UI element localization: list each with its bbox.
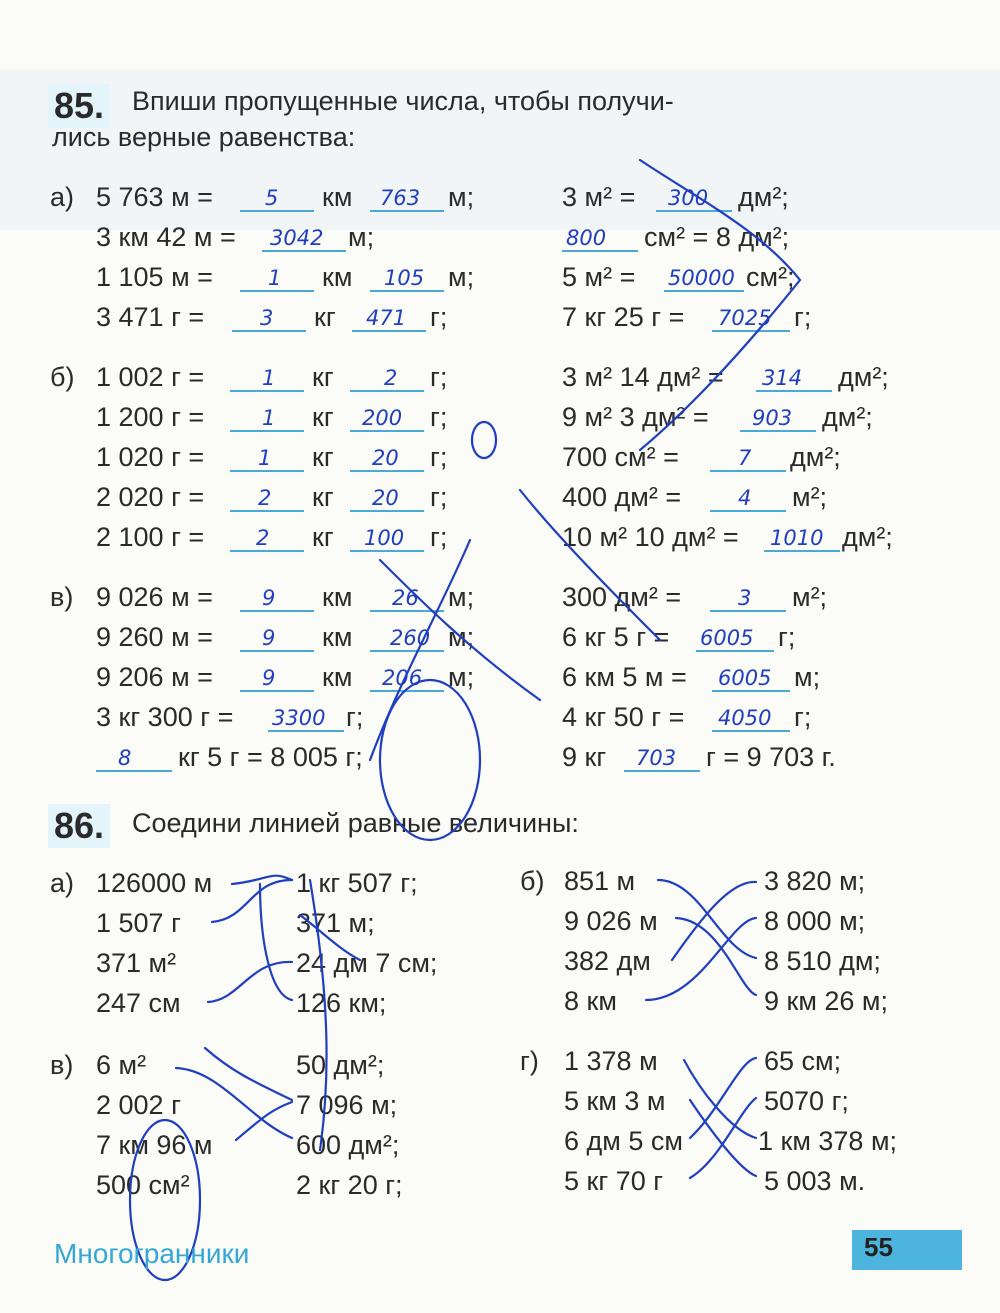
b-right-1: 8 000 м;	[764, 906, 866, 936]
a-left-3: 247 см	[96, 988, 181, 1018]
answer: 7	[738, 446, 752, 470]
answer: 20	[372, 446, 399, 470]
b-left-1: 9 026 м	[564, 906, 658, 936]
answer: 20	[372, 486, 399, 510]
v-right-0: 50 дм²;	[296, 1050, 385, 1080]
answer: 9	[262, 626, 276, 650]
exercise-85-text-2: лись верные равенства:	[52, 122, 356, 152]
exercise-86-text: Соедини линией равные величины:	[132, 808, 579, 838]
answer: 763	[380, 186, 421, 210]
match-line	[658, 880, 756, 958]
eq-right-9: 300 дм² =	[562, 582, 682, 612]
part-a-label: а)	[50, 182, 75, 212]
b-left-0: 851 м	[564, 866, 636, 896]
unit: дм²;	[738, 182, 789, 212]
a-right-1: 371 м;	[296, 908, 375, 938]
answer: 200	[362, 406, 403, 430]
exercise-85-number: 85.	[48, 84, 110, 128]
a-right-0: 1 кг 507 г;	[296, 868, 418, 898]
a-left-1: 1 507 г	[96, 908, 181, 938]
match-line	[646, 918, 756, 1000]
v-right-3: 2 кг 20 г;	[296, 1170, 403, 1200]
unit: г;	[430, 442, 448, 472]
answer: 6005	[700, 626, 754, 650]
eq-right-13: 9 кг	[562, 742, 607, 772]
a-left-2: 371 м²	[96, 948, 177, 978]
match-line	[176, 1068, 292, 1138]
unit: м;	[448, 622, 475, 652]
unit: км	[322, 582, 353, 612]
g-right-3: 5 003 м.	[764, 1166, 866, 1196]
g-left-3: 5 кг 70 г	[564, 1166, 664, 1196]
match-line	[260, 884, 292, 1000]
eq-right-2: 5 м² =	[562, 262, 636, 292]
unit: г;	[794, 702, 812, 732]
unit: дм²;	[790, 442, 841, 472]
eq-left-1: 3 км 42 м =	[96, 222, 236, 252]
exercise-85-text-1: Впиши пропущенные числа, чтобы получи-	[132, 86, 674, 116]
answer: 206	[382, 666, 423, 690]
unit: г;	[794, 302, 812, 332]
g-left-1: 5 км 3 м	[564, 1086, 666, 1116]
answer: 50000	[668, 266, 735, 290]
b-left-3: 8 км	[564, 986, 617, 1016]
a-right-2: 24 дм 7 см;	[296, 948, 438, 978]
unit: кг	[312, 482, 334, 512]
answer: 260	[390, 626, 431, 650]
answer: 3300	[272, 706, 326, 730]
unit: км	[322, 662, 353, 692]
eq-left-0: 5 763 м =	[96, 182, 213, 212]
eq-left-8: 2 100 г =	[96, 522, 205, 552]
answer: 3	[260, 306, 274, 330]
unit: дм²;	[838, 362, 889, 392]
answer: 6005	[718, 666, 772, 690]
v-left-0: 6 м²	[96, 1050, 147, 1080]
answer: 703	[636, 746, 677, 770]
answer: 7025	[718, 306, 772, 330]
unit: г;	[430, 402, 448, 432]
answer: 100	[364, 526, 405, 550]
answer: 26	[392, 586, 419, 610]
eq-left-11: 9 206 м =	[96, 662, 213, 692]
answer: 800	[566, 226, 607, 250]
answer: 4	[738, 486, 752, 510]
unit: м²;	[792, 582, 828, 612]
scribble	[380, 680, 480, 840]
unit: м;	[794, 662, 821, 692]
eq-left-9: 9 026 м =	[96, 582, 213, 612]
answer: 300	[668, 186, 709, 210]
b-right-0: 3 820 м;	[764, 866, 866, 896]
eq-right-5: 9 м² 3 дм² =	[562, 402, 709, 432]
answer: 8	[118, 746, 132, 770]
eq-right-11: 6 км 5 м =	[562, 662, 687, 692]
answer: 1	[262, 406, 276, 430]
answer: 2	[258, 486, 272, 510]
eq-left-5: 1 200 г =	[96, 402, 205, 432]
unit: г;	[430, 302, 448, 332]
unit: кг	[312, 522, 334, 552]
unit: дм²;	[822, 402, 873, 432]
unit: км	[322, 622, 353, 652]
answer: 9	[262, 666, 276, 690]
answer: 903	[752, 406, 793, 430]
answer: 1	[268, 266, 282, 290]
scribble	[640, 160, 803, 450]
eq-right-7: 400 дм² =	[562, 482, 682, 512]
match-line	[212, 880, 292, 922]
eq-right-6: 700 см² =	[562, 442, 679, 472]
unit: дм²;	[842, 522, 893, 552]
scribble	[310, 880, 327, 1150]
answer: 2	[256, 526, 270, 550]
v-right-1: 7 096 м;	[296, 1090, 398, 1120]
part-v-label: в)	[50, 582, 74, 612]
g-left-0: 1 378 м	[564, 1046, 658, 1076]
answer: 1	[262, 366, 276, 390]
eq-left-3: 3 471 г =	[96, 302, 205, 332]
part-b-label-86: б)	[520, 866, 545, 896]
unit: км	[322, 262, 353, 292]
unit: м;	[448, 662, 475, 692]
match-line	[690, 1100, 756, 1176]
answer: 9	[262, 586, 276, 610]
unit: км	[322, 182, 353, 212]
eq-right-0: 3 м² =	[562, 182, 636, 212]
b-right-3: 9 км 26 м;	[764, 986, 888, 1016]
unit: м;	[348, 222, 375, 252]
answer: 105	[384, 266, 425, 290]
unit: кг	[314, 302, 336, 332]
scribble	[472, 422, 496, 458]
part-b-label: б)	[50, 362, 75, 392]
unit: м;	[448, 582, 475, 612]
match-line	[690, 1098, 756, 1178]
eq-right-8: 10 м² 10 дм² =	[562, 522, 739, 552]
answer: 1010	[770, 526, 824, 550]
part-g-label-86: г)	[520, 1046, 539, 1076]
b-left-2: 382 дм	[564, 946, 651, 976]
match-line	[208, 962, 292, 1002]
answer: 3042	[270, 226, 324, 250]
answer: 1	[258, 446, 272, 470]
unit: г;	[430, 362, 448, 392]
match-line	[300, 915, 360, 960]
a-left-0: 126000 м	[96, 868, 213, 898]
answer: 4050	[718, 706, 772, 730]
exercise-86-number: 86.	[48, 804, 110, 848]
v-right-2: 600 дм²;	[296, 1130, 400, 1160]
b-right-2: 8 510 дм;	[764, 946, 881, 976]
answer: 2	[384, 366, 398, 390]
eq-left-7: 2 020 г =	[96, 482, 205, 512]
a-right-3: 126 км;	[296, 988, 387, 1018]
eq-right-10: 6 кг 5 г =	[562, 622, 670, 652]
unit: см²;	[746, 262, 795, 292]
answer: 3	[738, 586, 752, 610]
eq-right-3: 7 кг 25 г =	[562, 302, 685, 332]
eq-left-13: кг 5 г = 8 005 г;	[178, 742, 363, 772]
match-line	[690, 1058, 756, 1138]
v-left-2: 7 км 96 м	[96, 1130, 213, 1160]
part-v-label-86: в)	[50, 1050, 74, 1080]
eq-left-2: 1 105 м =	[96, 262, 213, 292]
eq-left-4: 1 002 г =	[96, 362, 205, 392]
page-number: 55	[864, 1232, 893, 1262]
part-a-label-86: а)	[50, 868, 75, 898]
unit: кг	[312, 442, 334, 472]
chapter-footer: Многогранники	[54, 1238, 250, 1269]
unit: кг	[312, 362, 334, 392]
eq-left-6: 1 020 г =	[96, 442, 205, 472]
answer: 5	[265, 186, 279, 210]
unit: г;	[430, 522, 448, 552]
unit: м²;	[792, 482, 828, 512]
v-left-3: 500 см²	[96, 1170, 190, 1200]
eq-right-4: 3 м² 14 дм² =	[562, 362, 724, 392]
unit: м;	[448, 262, 475, 292]
g-right-2: 1 км 378 м;	[758, 1126, 898, 1156]
g-left-2: 6 дм 5 см	[564, 1126, 683, 1156]
unit: г;	[346, 702, 364, 732]
unit: кг	[312, 402, 334, 432]
unit: м;	[448, 182, 475, 212]
eq-right-12: 4 кг 50 г =	[562, 702, 685, 732]
g-right-0: 65 см;	[764, 1046, 842, 1076]
unit: г = 9 703 г.	[706, 742, 836, 772]
eq-left-12: 3 кг 300 г =	[96, 702, 234, 732]
unit: г;	[778, 622, 796, 652]
g-right-1: 5070 г;	[764, 1086, 849, 1116]
unit: г;	[430, 482, 448, 512]
eq-left-10: 9 260 м =	[96, 622, 213, 652]
answer: 314	[762, 366, 803, 390]
eq-right-1: см² = 8 дм²;	[644, 222, 790, 252]
match-line	[205, 1048, 292, 1100]
v-left-1: 2 002 г	[96, 1090, 181, 1120]
scribble	[520, 490, 660, 640]
answer: 471	[366, 306, 407, 330]
